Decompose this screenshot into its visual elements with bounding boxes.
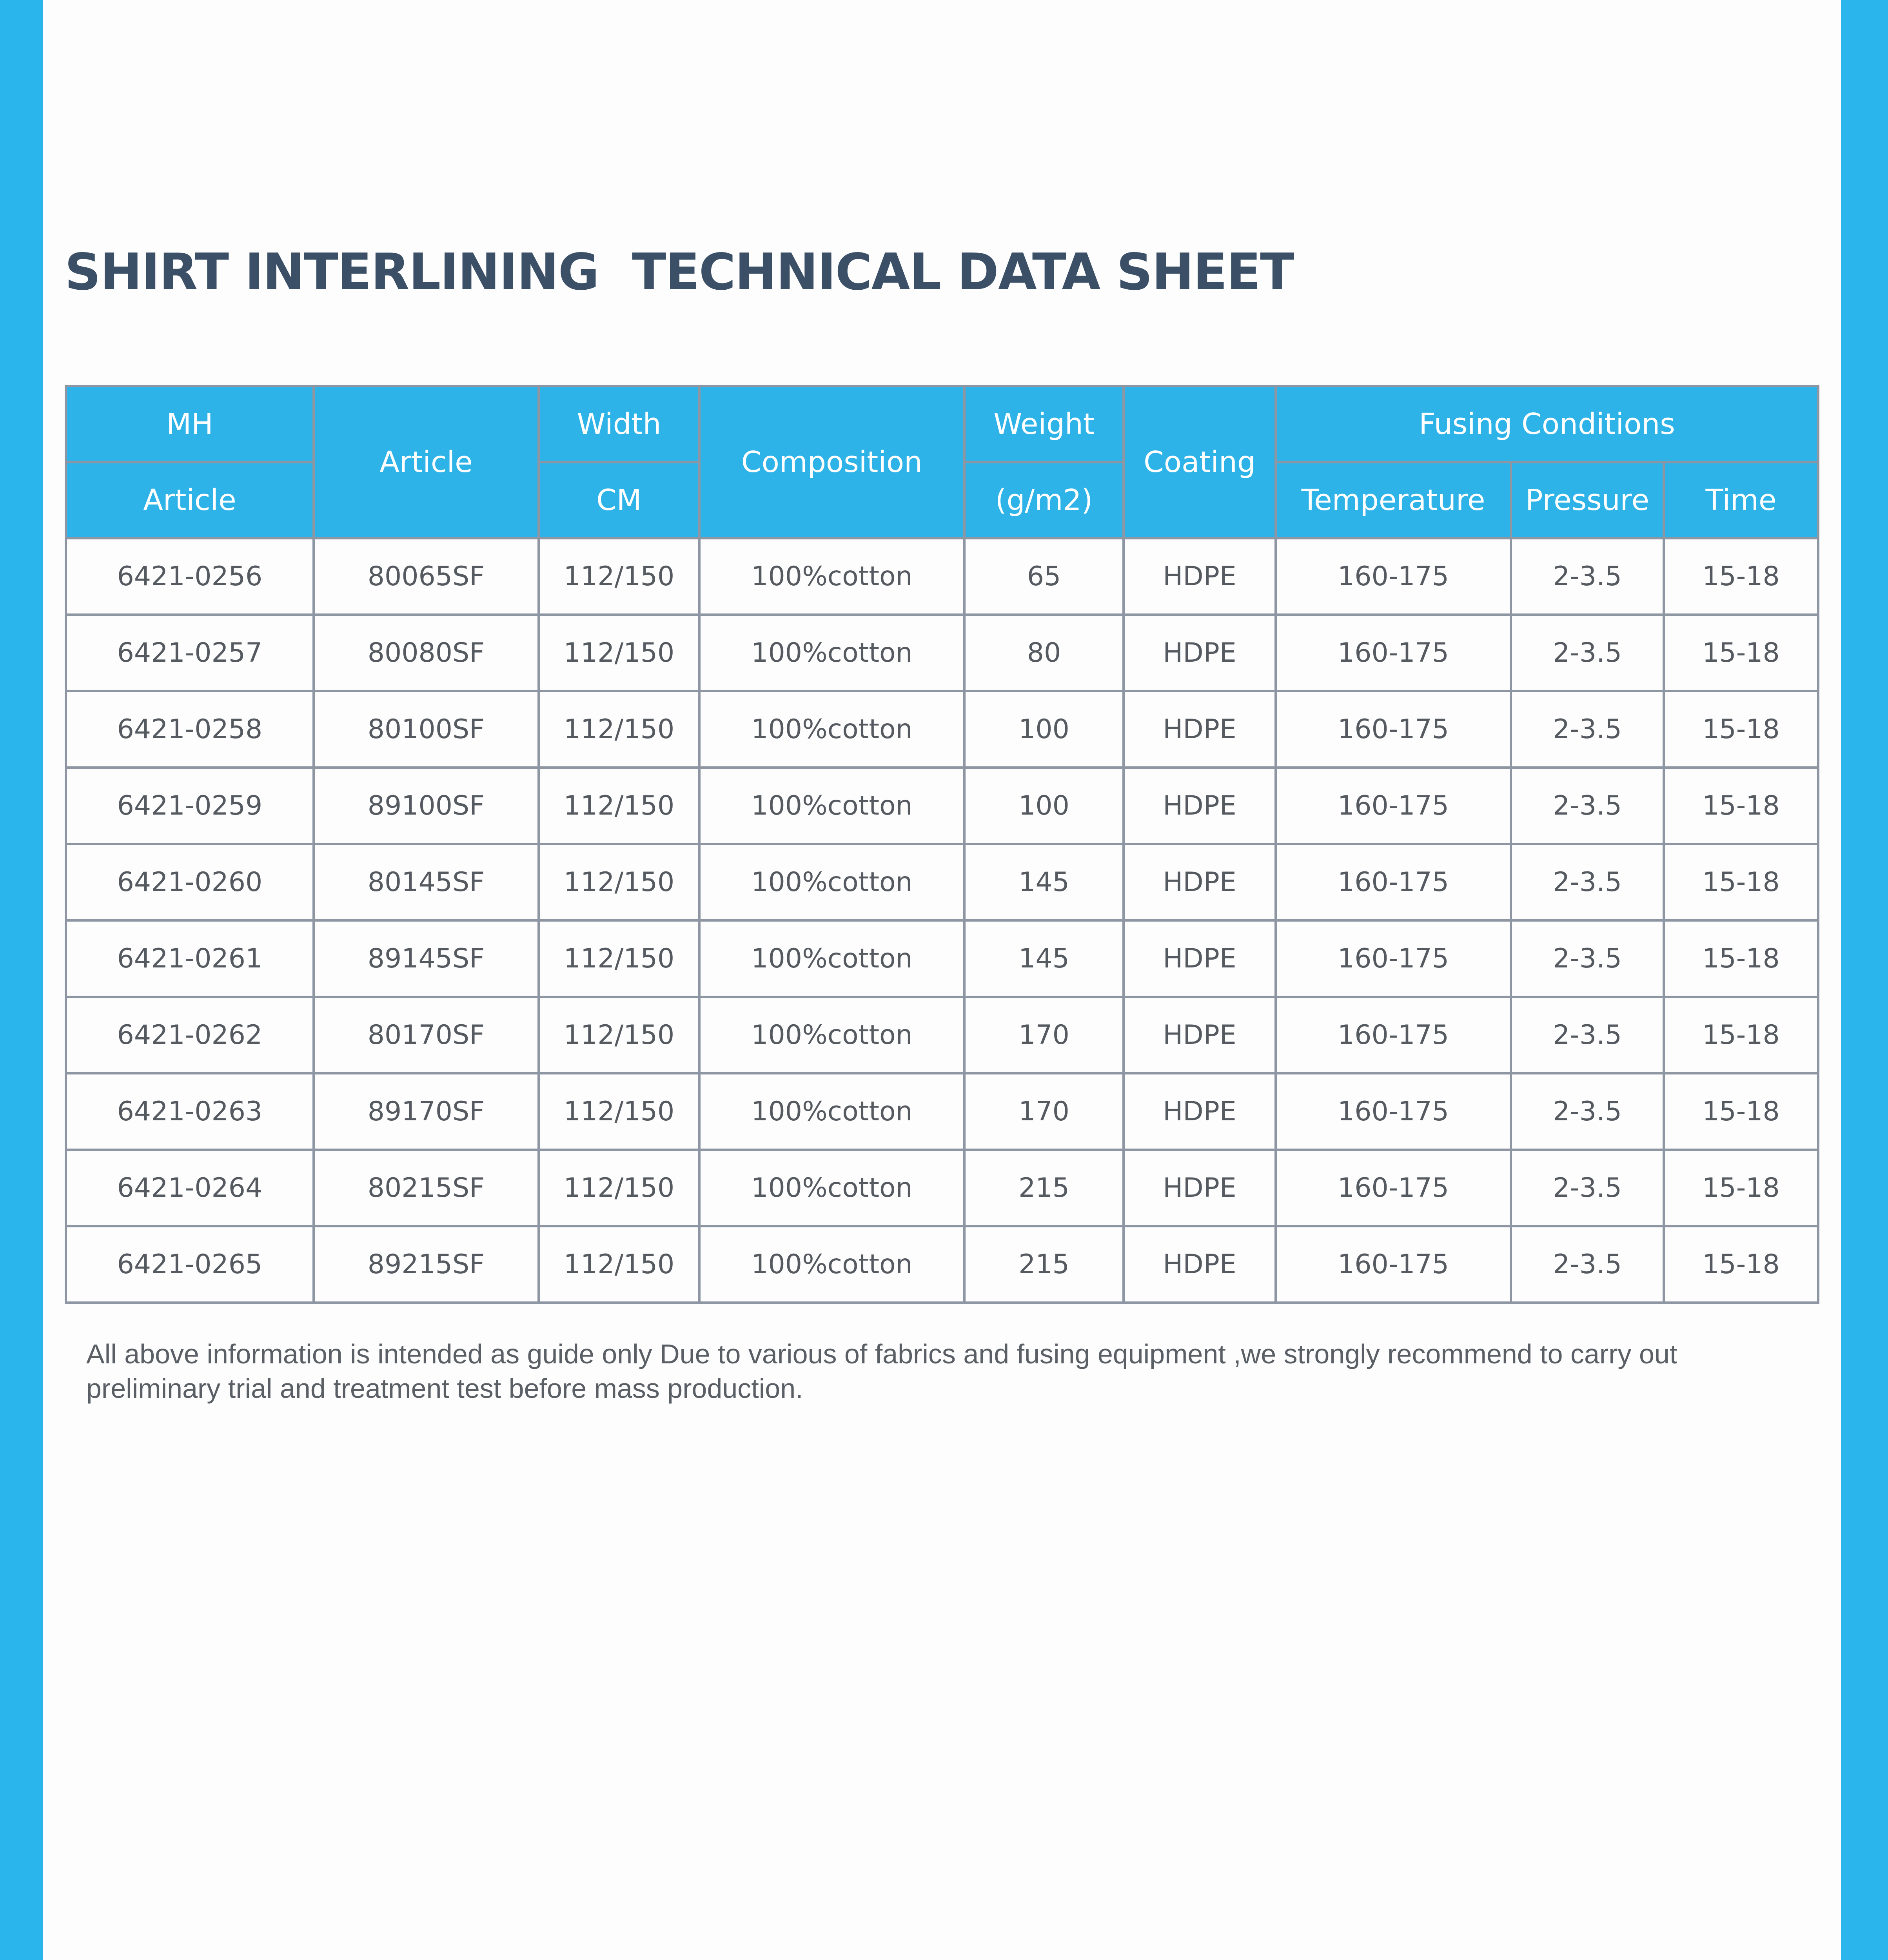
table-row xyxy=(66,1226,1818,1303)
cell-time: 15-18 xyxy=(1664,1073,1818,1150)
cell-time: 15-18 xyxy=(1664,768,1818,844)
cell-weight: 215 xyxy=(964,1226,1124,1303)
cell-weight: 145 xyxy=(964,844,1124,920)
cell-article: 89170SF xyxy=(314,1073,539,1150)
cell-coating: HDPE xyxy=(1124,538,1276,615)
cell-composition: 100%cotton xyxy=(699,997,964,1073)
header-weight: Weight xyxy=(964,386,1124,462)
header-time: Time xyxy=(1664,462,1818,538)
header-pressure: Pressure xyxy=(1511,462,1664,538)
header-article: Article xyxy=(314,386,539,538)
cell-time: 15-18 xyxy=(1664,538,1818,615)
cell-mh: 6421-0257 xyxy=(66,615,314,691)
cell-composition: 100%cotton xyxy=(699,1073,964,1150)
header-composition: Composition xyxy=(699,386,964,538)
cell-temperature: 160-175 xyxy=(1276,1150,1511,1226)
cell-coating: HDPE xyxy=(1124,1073,1276,1150)
right-blue-border xyxy=(1841,0,1888,1960)
cell-temperature: 160-175 xyxy=(1276,538,1511,615)
cell-mh: 6421-0256 xyxy=(66,538,314,615)
cell-article: 80080SF xyxy=(314,615,539,691)
cell-coating: HDPE xyxy=(1124,1226,1276,1303)
cell-article: 89100SF xyxy=(314,768,539,844)
cell-article: 80100SF xyxy=(314,691,539,768)
cell-pressure: 2-3.5 xyxy=(1511,997,1664,1073)
table-row xyxy=(66,615,1818,691)
cell-pressure: 2-3.5 xyxy=(1511,691,1664,768)
table-row xyxy=(66,844,1818,920)
cell-pressure: 2-3.5 xyxy=(1511,1150,1664,1226)
cell-temperature: 160-175 xyxy=(1276,920,1511,997)
cell-coating: HDPE xyxy=(1124,1150,1276,1226)
cell-mh: 6421-0263 xyxy=(66,1073,314,1150)
table-row xyxy=(66,538,1818,615)
cell-composition: 100%cotton xyxy=(699,768,964,844)
cell-width: 112/150 xyxy=(539,1073,699,1150)
cell-temperature: 160-175 xyxy=(1276,997,1511,1073)
cell-mh: 6421-0265 xyxy=(66,1226,314,1303)
table-row xyxy=(66,691,1818,768)
cell-weight: 80 xyxy=(964,615,1124,691)
cell-composition: 100%cotton xyxy=(699,920,964,997)
cell-time: 15-18 xyxy=(1664,920,1818,997)
table-row xyxy=(66,920,1818,997)
cell-weight: 215 xyxy=(964,1150,1124,1226)
cell-weight: 100 xyxy=(964,768,1124,844)
technical-data-table xyxy=(65,385,1819,1304)
table-row xyxy=(66,997,1818,1073)
cell-coating: HDPE xyxy=(1124,615,1276,691)
cell-pressure: 2-3.5 xyxy=(1511,538,1664,615)
cell-mh: 6421-0261 xyxy=(66,920,314,997)
cell-coating: HDPE xyxy=(1124,844,1276,920)
table-row xyxy=(66,1150,1818,1226)
header-weight-unit: (g/m2) xyxy=(964,462,1124,538)
cell-width: 112/150 xyxy=(539,997,699,1073)
header-temperature: Temperature xyxy=(1276,462,1511,538)
cell-width: 112/150 xyxy=(539,538,699,615)
cell-article: 80215SF xyxy=(314,1150,539,1226)
cell-weight: 170 xyxy=(964,1073,1124,1150)
cell-weight: 145 xyxy=(964,920,1124,997)
cell-time: 15-18 xyxy=(1664,691,1818,768)
cell-time: 15-18 xyxy=(1664,1226,1818,1303)
header-width: Width xyxy=(539,386,699,462)
cell-time: 15-18 xyxy=(1664,844,1818,920)
cell-composition: 100%cotton xyxy=(699,691,964,768)
cell-composition: 100%cotton xyxy=(699,844,964,920)
cell-temperature: 160-175 xyxy=(1276,844,1511,920)
cell-coating: HDPE xyxy=(1124,997,1276,1073)
cell-coating: HDPE xyxy=(1124,768,1276,844)
cell-temperature: 160-175 xyxy=(1276,768,1511,844)
cell-mh: 6421-0264 xyxy=(66,1150,314,1226)
header-width-unit: CM xyxy=(539,462,699,538)
cell-article: 80170SF xyxy=(314,997,539,1073)
cell-composition: 100%cotton xyxy=(699,538,964,615)
cell-pressure: 2-3.5 xyxy=(1511,844,1664,920)
cell-pressure: 2-3.5 xyxy=(1511,1226,1664,1303)
cell-weight: 170 xyxy=(964,997,1124,1073)
cell-width: 112/150 xyxy=(539,844,699,920)
cell-mh: 6421-0262 xyxy=(66,997,314,1073)
cell-composition: 100%cotton xyxy=(699,1150,964,1226)
cell-mh: 6421-0259 xyxy=(66,768,314,844)
cell-composition: 100%cotton xyxy=(699,1226,964,1303)
cell-width: 112/150 xyxy=(539,920,699,997)
cell-mh: 6421-0258 xyxy=(66,691,314,768)
cell-article: 80065SF xyxy=(314,538,539,615)
cell-pressure: 2-3.5 xyxy=(1511,1073,1664,1150)
cell-width: 112/150 xyxy=(539,768,699,844)
disclaimer-note: All above information is intended as guide only Due to various of fabrics and fusing equipment ,we strongly recommend to carry out preliminary trial and treatment test before mass production. xyxy=(86,1339,1677,1404)
cell-pressure: 2-3.5 xyxy=(1511,768,1664,844)
cell-coating: HDPE xyxy=(1124,920,1276,997)
cell-article: 89215SF xyxy=(314,1226,539,1303)
left-blue-border xyxy=(0,0,43,1960)
cell-pressure: 2-3.5 xyxy=(1511,615,1664,691)
cell-width: 112/150 xyxy=(539,691,699,768)
cell-temperature: 160-175 xyxy=(1276,615,1511,691)
header-mh: MH xyxy=(66,386,314,462)
table-row xyxy=(66,1073,1818,1150)
cell-composition: 100%cotton xyxy=(699,615,964,691)
cell-time: 15-18 xyxy=(1664,997,1818,1073)
cell-coating: HDPE xyxy=(1124,691,1276,768)
cell-width: 112/150 xyxy=(539,615,699,691)
page-title: SHIRT INTERLINING TECHNICAL DATA SHEET xyxy=(65,243,1294,301)
cell-width: 112/150 xyxy=(539,1226,699,1303)
cell-width: 112/150 xyxy=(539,1150,699,1226)
cell-temperature: 160-175 xyxy=(1276,691,1511,768)
cell-mh: 6421-0260 xyxy=(66,844,314,920)
cell-time: 15-18 xyxy=(1664,615,1818,691)
header-coating: Coating xyxy=(1124,386,1276,538)
cell-temperature: 160-175 xyxy=(1276,1226,1511,1303)
cell-time: 15-18 xyxy=(1664,1150,1818,1226)
cell-pressure: 2-3.5 xyxy=(1511,920,1664,997)
header-fusing-conditions: Fusing Conditions xyxy=(1276,386,1818,462)
cell-temperature: 160-175 xyxy=(1276,1073,1511,1150)
cell-article: 80145SF xyxy=(314,844,539,920)
cell-weight: 100 xyxy=(964,691,1124,768)
cell-article: 89145SF xyxy=(314,920,539,997)
header-mh-article: Article xyxy=(66,462,314,538)
cell-weight: 65 xyxy=(964,538,1124,615)
table-row xyxy=(66,768,1818,844)
